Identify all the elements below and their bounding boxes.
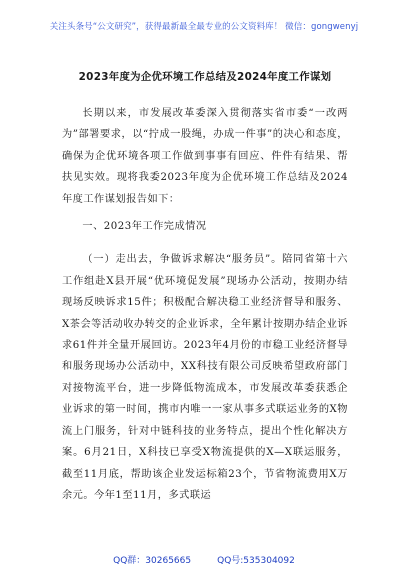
promo-text: 关注头条号“公文研究”，获得最新最全最专业的公文资料库！ 微信：gongwenyj bbox=[49, 22, 359, 32]
document-title: 2023年度为企优环境工作总结及2024年度工作谋划 bbox=[78, 71, 332, 83]
body-paragraph: （一）走出去，争做诉求解决“服务员”。陪同省第十六工作组赴X县开展“优环境促发展”现场办公活动，按期办结现场反映诉求15件；积极配合解决稳工业经济督导和服务、X茶会等活动收办转交的企业诉求，全年累计按期办结企业诉求61件并全量开展回访。2023年4月份的市稳工业经济督导和服务现场办公活动中，XX科技有限公司反映希望政府部门对接物流平台，进一步降低物流成本，市发展改革委获悉企业诉求的第一时间，携市内唯一一家从事多式联运业务的X物流上门服务，针对中链科技的业务特点，提出个性化解决方案。6月21日，X科技已享受X物流提供的X—X联运服务，截至11月底，帮助该企业发运标箱23个，节省物流费用X万余元。今年1至11月，多式联运 bbox=[62, 254, 348, 501]
contact-footer bbox=[0, 553, 408, 566]
intro-paragraph: 长期以来，市发展改革委深入贯彻落实省市委“一改两为”部署要求，以“拧成一股绳，办成一件事”的决心和态度，确保为企优环境各项工作做到事事有回应、件件有结果、帮扶见实效。现将我委2023年度为企优环境工作总结及2024年度工作谋划报告如下： bbox=[62, 108, 348, 205]
qq-group-link[interactable]: QQ群：30265665 bbox=[113, 556, 192, 566]
section-heading: 一、2023年工作完成情况 bbox=[82, 221, 207, 233]
document-page bbox=[62, 60, 348, 506]
qq-number-link[interactable]: QQ号:535304092 bbox=[217, 556, 295, 566]
promo-header bbox=[0, 0, 408, 52]
